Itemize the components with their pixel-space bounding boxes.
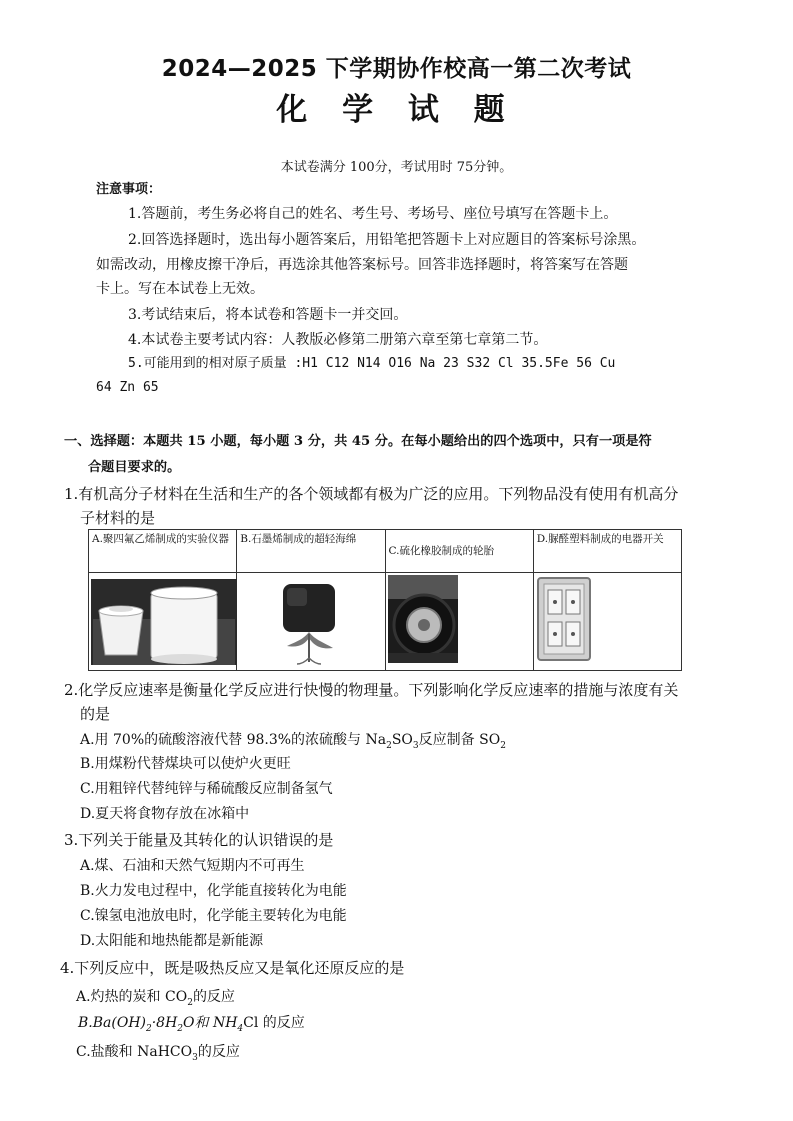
q1-option-b-label: B.石墨烯制成的超轻海绵 xyxy=(237,530,385,573)
q3-option-c: C.镍氢电池放电时，化学能主要转化为电能 xyxy=(80,908,347,924)
note-item-4: 4.本试卷主要考试内容：人教版必修第二册第六章至第七章第二节。 xyxy=(128,332,548,348)
q1-options-table xyxy=(88,529,682,671)
electrical-switch-image xyxy=(536,576,592,662)
section-1-heading-cont: 合题目要求的。 xyxy=(88,460,181,475)
q4-option-b: $B.Ba(OH)_2\cdot 8H_2O$和 $NH_4Cl$ 的反应 xyxy=(78,1015,305,1034)
q2-option-c: C.用粗锌代替纯锌与稀硫酸反应制备氢气 xyxy=(80,781,333,797)
graphene-sponge-image xyxy=(273,578,349,666)
q1-option-a-photo xyxy=(89,573,237,671)
q2-option-a: A.用 70%的硫酸溶液代替 98.3%的浓硫酸与 $Na_2SO_3$反应制备 $SO_2$ xyxy=(80,732,506,751)
q1-stem: 1.有机高分子材料在生活和生产的各个领域都有极为广泛的应用。下列物品没有使用有机高分 xyxy=(64,485,679,503)
q1-option-d-label: D.脲醛塑料制成的电器开关 xyxy=(533,530,681,573)
q4-option-c: C.盐酸和 NaHCO$_3$的反应 xyxy=(76,1044,240,1063)
q2-option-d: D.夏天将食物存放在冰箱中 xyxy=(80,806,250,822)
q1-option-c-label: C.硫化橡胶制成的轮胎 xyxy=(385,530,533,573)
rubber-tire-image xyxy=(388,575,458,663)
notes-heading: 注意事项： xyxy=(96,182,162,197)
note-item-5a: 5.可能用到的相对原子质量 :H1 C12 N14 O16 Na 23 S32 Cl 35.5Fe 56 Cu xyxy=(128,356,616,371)
subject-title: 化 学 试 题 xyxy=(276,92,517,128)
section-1-heading: 一、选择题：本题共 15 小题，每小题 3 分，共 45 分。在每小题给出的四个选项中，只有一项是符 xyxy=(64,434,652,449)
q1-stem-cont: 子材料的是 xyxy=(80,509,156,527)
q2-stem: 2.化学反应速率是衡量化学反应进行快慢的物理量。下列影响化学反应速率的措施与浓度有关 xyxy=(64,681,679,699)
note-item-2c: 卡上。写在本试卷上无效。 xyxy=(96,281,264,297)
q1-option-c-photo xyxy=(385,573,533,671)
note-item-5b: 64 Zn 65 xyxy=(96,380,159,395)
exam-intro: 本试卷满分 100分，考试用时 75分钟。 xyxy=(280,160,513,175)
q3-option-a: A.煤、石油和天然气短期内不可再生 xyxy=(80,858,305,874)
q1-option-b-photo xyxy=(237,573,385,671)
q1-option-a-label: A.聚四氟乙烯制成的实验仪器 xyxy=(89,530,237,573)
q1-option-d-photo xyxy=(533,573,681,671)
lab-vessels-image xyxy=(91,579,237,665)
note-item-2a: 2.回答选择题时，选出每小题答案后，用铅笔把答题卡上对应题目的答案标号涂黑。 xyxy=(128,232,646,248)
q2-option-b: B.用煤粉代替煤块可以使炉火更旺 xyxy=(80,756,291,772)
q3-option-d: D.太阳能和地热能都是新能源 xyxy=(80,933,264,949)
note-item-2b: 如需改动，用橡皮擦干净后，再选涂其他答案标号。回答非选择题时，将答案写在答题 xyxy=(96,257,628,273)
exam-title: 2024—2025 下学期协作校高一第二次考试 xyxy=(161,56,632,82)
q3-option-b: B.火力发电过程中，化学能直接转化为电能 xyxy=(80,883,347,899)
note-item-3: 3.考试结束后，将本试卷和答题卡一并交回。 xyxy=(128,307,408,323)
note-item-1: 1.答题前，考生务必将自己的姓名、考生号、考场号、座位号填写在答题卡上。 xyxy=(128,206,618,222)
q4-option-a: A.灼热的炭和 $CO_2$的反应 xyxy=(76,989,235,1008)
q4-stem: 4.下列反应中，既是吸热反应又是氧化还原反应的是 xyxy=(60,959,405,977)
q2-stem-cont: 的是 xyxy=(80,705,111,723)
q3-stem: 3.下列关于能量及其转化的认识错误的是 xyxy=(64,831,334,849)
